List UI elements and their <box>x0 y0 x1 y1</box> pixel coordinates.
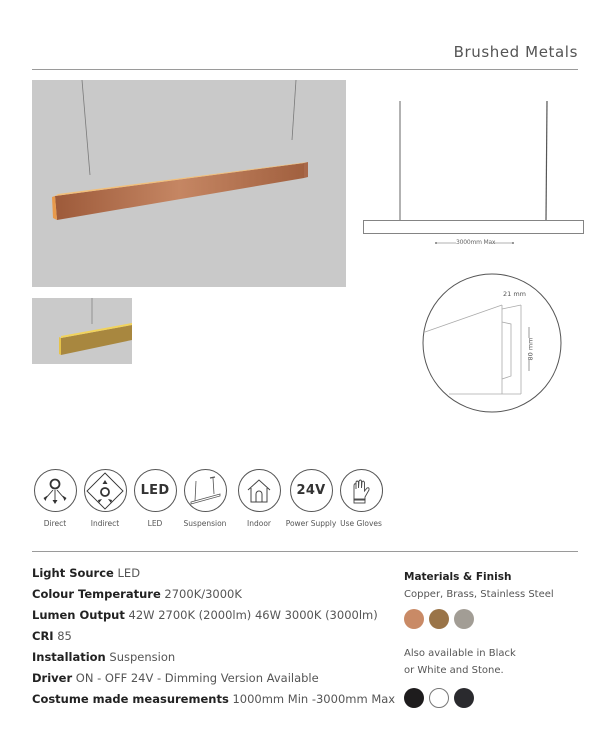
gloves-icon <box>340 469 383 512</box>
feature-suspension <box>175 469 235 528</box>
power-supply-icon: 24V <box>290 469 333 512</box>
brass-variant-thumbnail[interactable] <box>32 298 132 364</box>
header-divider <box>32 69 578 70</box>
feature-indoor <box>229 469 289 528</box>
indirect-light-icon <box>84 469 127 512</box>
spec-custom-measurements: Costume made measurements 1000mm Min -3000mm Max <box>32 692 396 706</box>
spec-driver: Driver ON - OFF 24V - Dimming Version Available <box>32 671 319 685</box>
feature-label: Suspension <box>183 519 227 528</box>
spec-lumen-output: Lumen Output 42W 2700K (2000lm) 46W 3000K (3000lm) <box>32 608 378 622</box>
feature-label: Use Gloves <box>340 519 382 528</box>
suspension-icon <box>184 469 227 512</box>
feature-icons-row <box>30 469 390 534</box>
materials-finish-panel <box>404 571 584 708</box>
alternative-finishes-text: Also available in Black or White and Stone. <box>404 648 516 676</box>
main-product-photo <box>32 80 346 287</box>
led-icon: LED <box>134 469 177 512</box>
width-dimension-label: 21 mm <box>503 290 527 298</box>
finish-description: Copper, Brass, Stainless Steel <box>404 589 554 600</box>
direct-light-icon <box>34 469 77 512</box>
swatch-white[interactable] <box>429 688 449 708</box>
swatch-stainless-steel[interactable] <box>454 609 474 629</box>
specifications-list <box>32 563 396 710</box>
spec-light-source: Light Source LED <box>32 566 141 580</box>
finish-swatches <box>404 609 584 629</box>
section-divider <box>32 551 578 552</box>
spec-installation: Installation Suspension <box>32 650 176 664</box>
finish-heading: Materials & Finish <box>404 571 512 583</box>
swatch-black[interactable] <box>404 688 424 708</box>
feature-label: Direct <box>43 519 67 528</box>
spec-colour-temperature: Colour Temperature 2700K/3000K <box>32 587 242 601</box>
swatch-brass[interactable] <box>429 609 449 629</box>
profile-detail-drawing <box>419 272 569 414</box>
feature-use-gloves <box>331 469 391 528</box>
length-dimension-label: 3000mm Max <box>456 239 496 246</box>
feature-label: Indirect <box>90 519 120 528</box>
height-dimension-label: 80 mm <box>526 337 535 361</box>
spec-cri: CRI 85 <box>32 629 72 643</box>
feature-label: Power Supply <box>285 519 337 528</box>
front-view-drawing <box>360 95 590 255</box>
indoor-icon <box>238 469 281 512</box>
swatch-copper[interactable] <box>404 609 424 629</box>
feature-label: Indoor <box>247 519 271 528</box>
alternative-swatches <box>404 688 584 708</box>
feature-label: LED <box>147 519 163 528</box>
page-title: Brushed Metals <box>453 43 578 61</box>
swatch-stone[interactable] <box>454 688 474 708</box>
